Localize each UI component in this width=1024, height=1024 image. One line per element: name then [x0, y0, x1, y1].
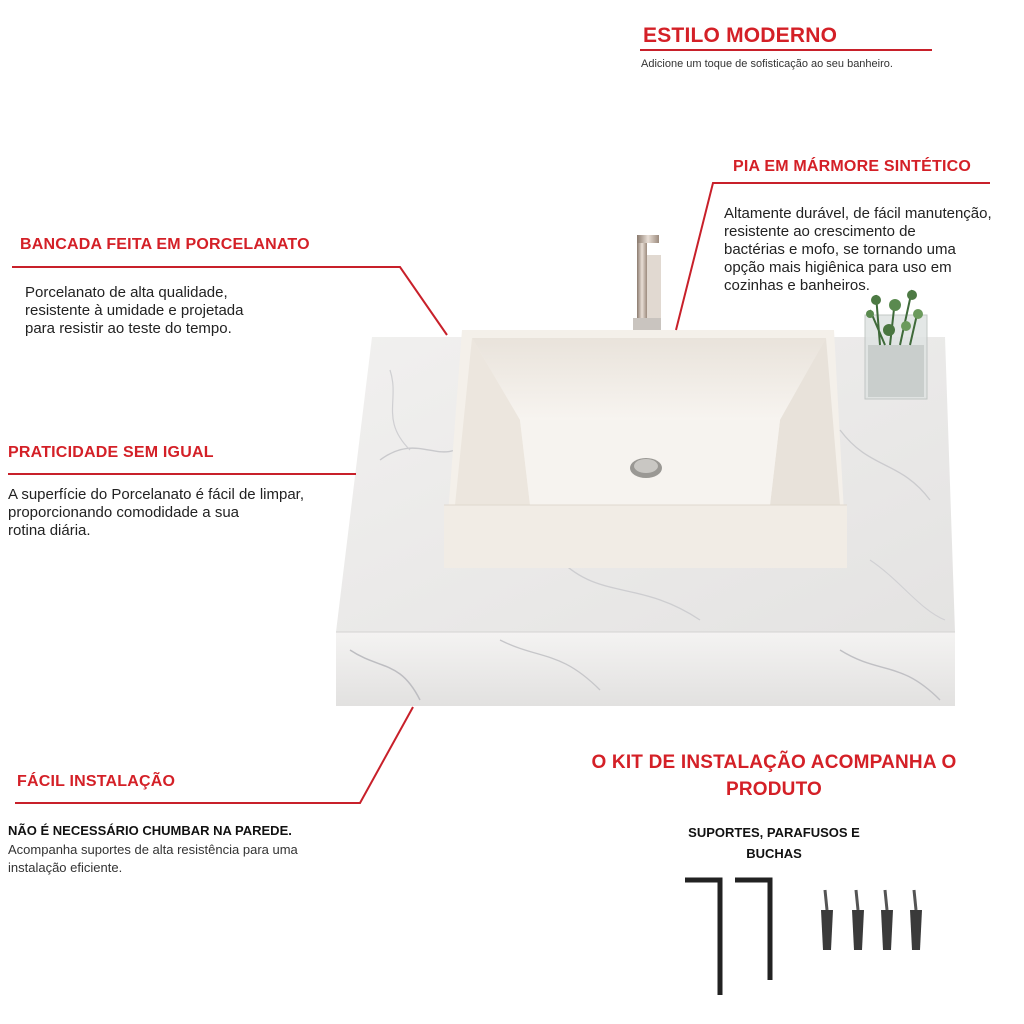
- bancada-description: [25, 284, 315, 338]
- plant-pot: [865, 290, 927, 399]
- basin: [444, 330, 847, 568]
- instalacao-line: Acompanha suportes de alta resistência para uma: [8, 842, 298, 857]
- pia-line: resistente ao crescimento de: [724, 223, 916, 240]
- praticidade-line: A superfície do Porcelanato é fácil de limpar,: [8, 486, 305, 503]
- kit-subtitle: [640, 822, 908, 864]
- praticidade-line: rotina diária.: [8, 522, 91, 539]
- pia-description: [724, 205, 1024, 295]
- pia-line: opção mais higiênica para uso em: [724, 259, 952, 276]
- kit-title-line: PRODUTO: [725, 779, 823, 800]
- bancada-line: Porcelanato de alta qualidade,: [25, 284, 228, 301]
- pia-title: PIA EM MÁRMORE SINTÉTICO: [733, 158, 971, 175]
- kit-subtitle-line: BUCHAS: [746, 846, 802, 861]
- bancada-line: para resistir ao teste do tempo.: [25, 320, 232, 337]
- instalacao-line: instalação eficiente.: [8, 860, 123, 875]
- screw-anchor-icon: [821, 890, 922, 950]
- pia-line: Altamente durável, de fácil manutenção,: [724, 205, 992, 222]
- praticidade-line: proporcionando comodidade a sua: [8, 504, 239, 521]
- header-subtitle: Adicione um toque de sofisticação ao seu banheiro.: [641, 58, 893, 70]
- praticidade-description: [8, 486, 348, 540]
- instalacao-bold-line: NÃO É NECESSÁRIO CHUMBAR NA PAREDE.: [8, 823, 292, 838]
- instalacao-title: FÁCIL INSTALAÇÃO: [17, 773, 176, 790]
- pia-line: cozinhas e banheiros.: [724, 277, 870, 294]
- kit-title: [560, 749, 988, 803]
- kit-subtitle-line: SUPORTES, PARAFUSOS E: [688, 825, 860, 840]
- faucet: [633, 235, 661, 330]
- bancada-title: BANCADA FEITA EM PORCELANATO: [20, 236, 310, 253]
- kit-title-line: O KIT DE INSTALAÇÃO ACOMPANHA O: [591, 752, 957, 773]
- header-title: ESTILO MODERNO: [643, 24, 838, 47]
- pia-line: bactérias e mofo, se tornando uma: [724, 241, 956, 258]
- praticidade-title: PRATICIDADE SEM IGUAL: [8, 444, 214, 461]
- bracket-icon: [685, 880, 770, 995]
- bancada-line: resistente à umidade e projetada: [25, 302, 244, 319]
- instalacao-description: [8, 841, 298, 877]
